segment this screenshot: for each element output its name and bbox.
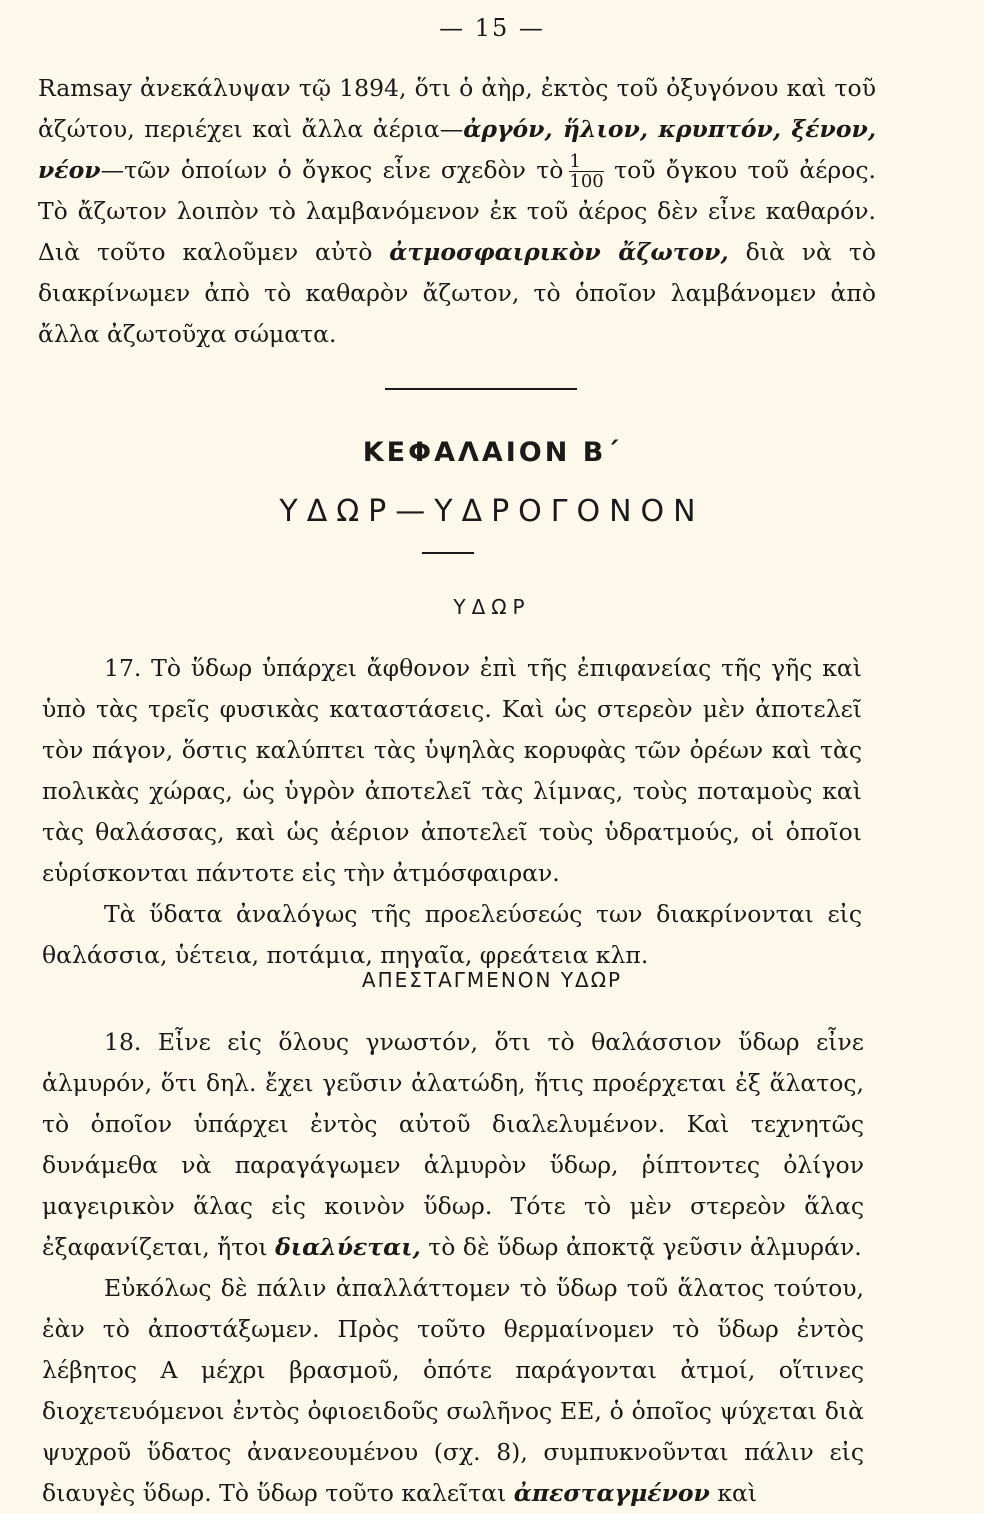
dissolves-emphasis: διαλύεται, xyxy=(275,1233,421,1261)
distillation-text-2: καὶ xyxy=(709,1479,758,1507)
distillation-text-1: Εὐκόλως δὲ πάλιν ἀπαλλάττομεν τὸ ὕδωρ τοῦ ἅλατος τούτου, ἐὰν τὸ ἀποστάξωμεν. Πρὸς τοῦτο θερμαίνομεν τὸ ὕδωρ ἐντὸς λέβητος Α μέχρι βρασμοῦ, ὁπότε παράγονται ἀτμοί, οἵτινες διοχετευόμενοι ἐντὸς ὀφιοειδοῦς σωλῆνος ΕΕ, ὁ ὁποῖος ψύχεται διὰ ψυχροῦ ὕδατος ἀνανεουμένου (σχ. 8), συμπυκνοῦνται πάλιν εἰς διαυγὲς ὕδωρ. Τὸ ὕδωρ τοῦτο καλεῖται xyxy=(42,1274,864,1507)
atmospheric-nitrogen-emphasis: ἀτμοσφαιρικὸν ἄζωτον, xyxy=(389,238,729,266)
distilled-emphasis: ἀπεσταγμένον xyxy=(513,1479,710,1507)
section-heading-distilled-water: ΑΠΕΣΤΑΓΜΕΝΟΝ ΥΔΩΡ xyxy=(361,968,623,992)
paragraph-17 xyxy=(42,648,862,976)
paragraph-17-body: 17. Τὸ ὕδωρ ὑπάρχει ἄφθονον ἐπὶ τῆς ἐπιφανείας τῆς γῆς καὶ ὑπὸ τὰς τρεῖς φυσικὰς καταστάσεις. Καὶ ὡς στερεὸν μὲν ἀποτελεῖ τὸν πάγον, ὅστις καλύπτει τὰς ὑψηλὰς κορυφὰς τῶν ὀρέων καὶ τὰς πολικὰς χώρας, ὡς ὑγρὸν ἀποτελεῖ τὰς λίμνας, τοὺς ποταμοὺς καὶ τὰς θαλάσσας, καὶ ὡς ἀέριον ἀποτελεῖ τοὺς ὑδρατμούς, οἱ ὁποῖοι εὑρίσκονται πάντοτε εἰς τὴν ἀτμόσφαιραν. xyxy=(42,654,862,887)
paragraph-18-distillation xyxy=(42,1268,864,1514)
chapter-title: ΥΔΩΡ—ΥΔΡΟΓΟΝΟΝ xyxy=(279,494,705,529)
intro-text-1: Ramsay ἀνεκάλυψαν τῷ 1894, ὅτι ὁ ἀὴρ, ἐκτὸς τοῦ ὀξυγόνου καὶ τοῦ ἀζώτου, περιέχει καὶ ἄλλα ἀέρια— xyxy=(38,74,876,143)
title-underline xyxy=(422,552,474,554)
paragraph-18-text-1: 18. Εἶνε εἰς ὅλους γνωστόν, ὅτι τὸ θαλάσσιον ὕδωρ εἶνε ἁλμυρόν, ὅτι δηλ. ἔχει γεῦσιν ἁλατώδη, ἥτις προέρχεται ἐξ ἅλατος, τὸ ὁποῖον ὑπάρχει ἐντὸς αὐτοῦ διαλελυμένον. Καὶ τεχνητῶς δυνάμεθα νὰ παραγάγωμεν ἁλμυρὸν ὕδωρ, ῥίπτοντες ὀλίγον μαγειρικὸν ἅλας εἰς κοινὸν ὕδωρ. Τότε τὸ μὲν στερεὸν ἅλας ἐξαφανίζεται, ἤτοι xyxy=(42,1028,864,1261)
paragraph-18 xyxy=(42,1022,864,1514)
intro-paragraph xyxy=(38,68,876,355)
intro-text-3: τοῦ ὄγκου τοῦ ἀέρος. Τὸ ἄζωτον λοιπὸν τὸ λαμβανόμενον ἐκ τοῦ ἀέρος δὲν εἶνε καθαρόν. Διὰ τοῦτο καλοῦμεν αὐτὸ xyxy=(38,156,876,266)
paragraph-17-sources: Τὰ ὕδατα ἀναλόγως τῆς προελεύσεώς των διακρίνονται εἰς θαλάσσια, ὑέτεια, ποτάμια, πηγαῖα, φρεάτεια κλπ. xyxy=(42,900,862,969)
intro-text-2: —τῶν ὁποίων ὁ ὄγκος εἶνε σχεδὸν τὸ xyxy=(100,156,564,184)
fraction-one-hundredth xyxy=(569,150,604,192)
fraction-numerator: 1 xyxy=(569,150,581,172)
paragraph-18-text-2: τὸ δὲ ὕδωρ ἀποκτᾷ γεῦσιν ἁλμυράν. xyxy=(420,1233,862,1261)
page-number: — 15 — xyxy=(439,14,545,42)
noble-gases-emphasis: ἀργόν, ἥλιον, κρυπτόν, ξένον, νέον xyxy=(38,115,877,184)
chapter-label: ΚΕΦΑΛΑΙΟΝ Β΄ xyxy=(362,437,622,468)
paragraph-18-body xyxy=(42,1022,864,1268)
intro-text-4: διὰ νὰ τὸ διακρίνωμεν ἀπὸ τὸ καθαρὸν ἄζωτον, τὸ ὁποῖον λαμβάνομεν ἀπὸ ἄλλα ἀζωτοῦχα σώματα. xyxy=(38,238,876,348)
section-heading-water: ΥΔΩΡ xyxy=(453,595,531,619)
fraction-denominator: 100 xyxy=(569,170,604,192)
section-divider xyxy=(385,388,577,390)
